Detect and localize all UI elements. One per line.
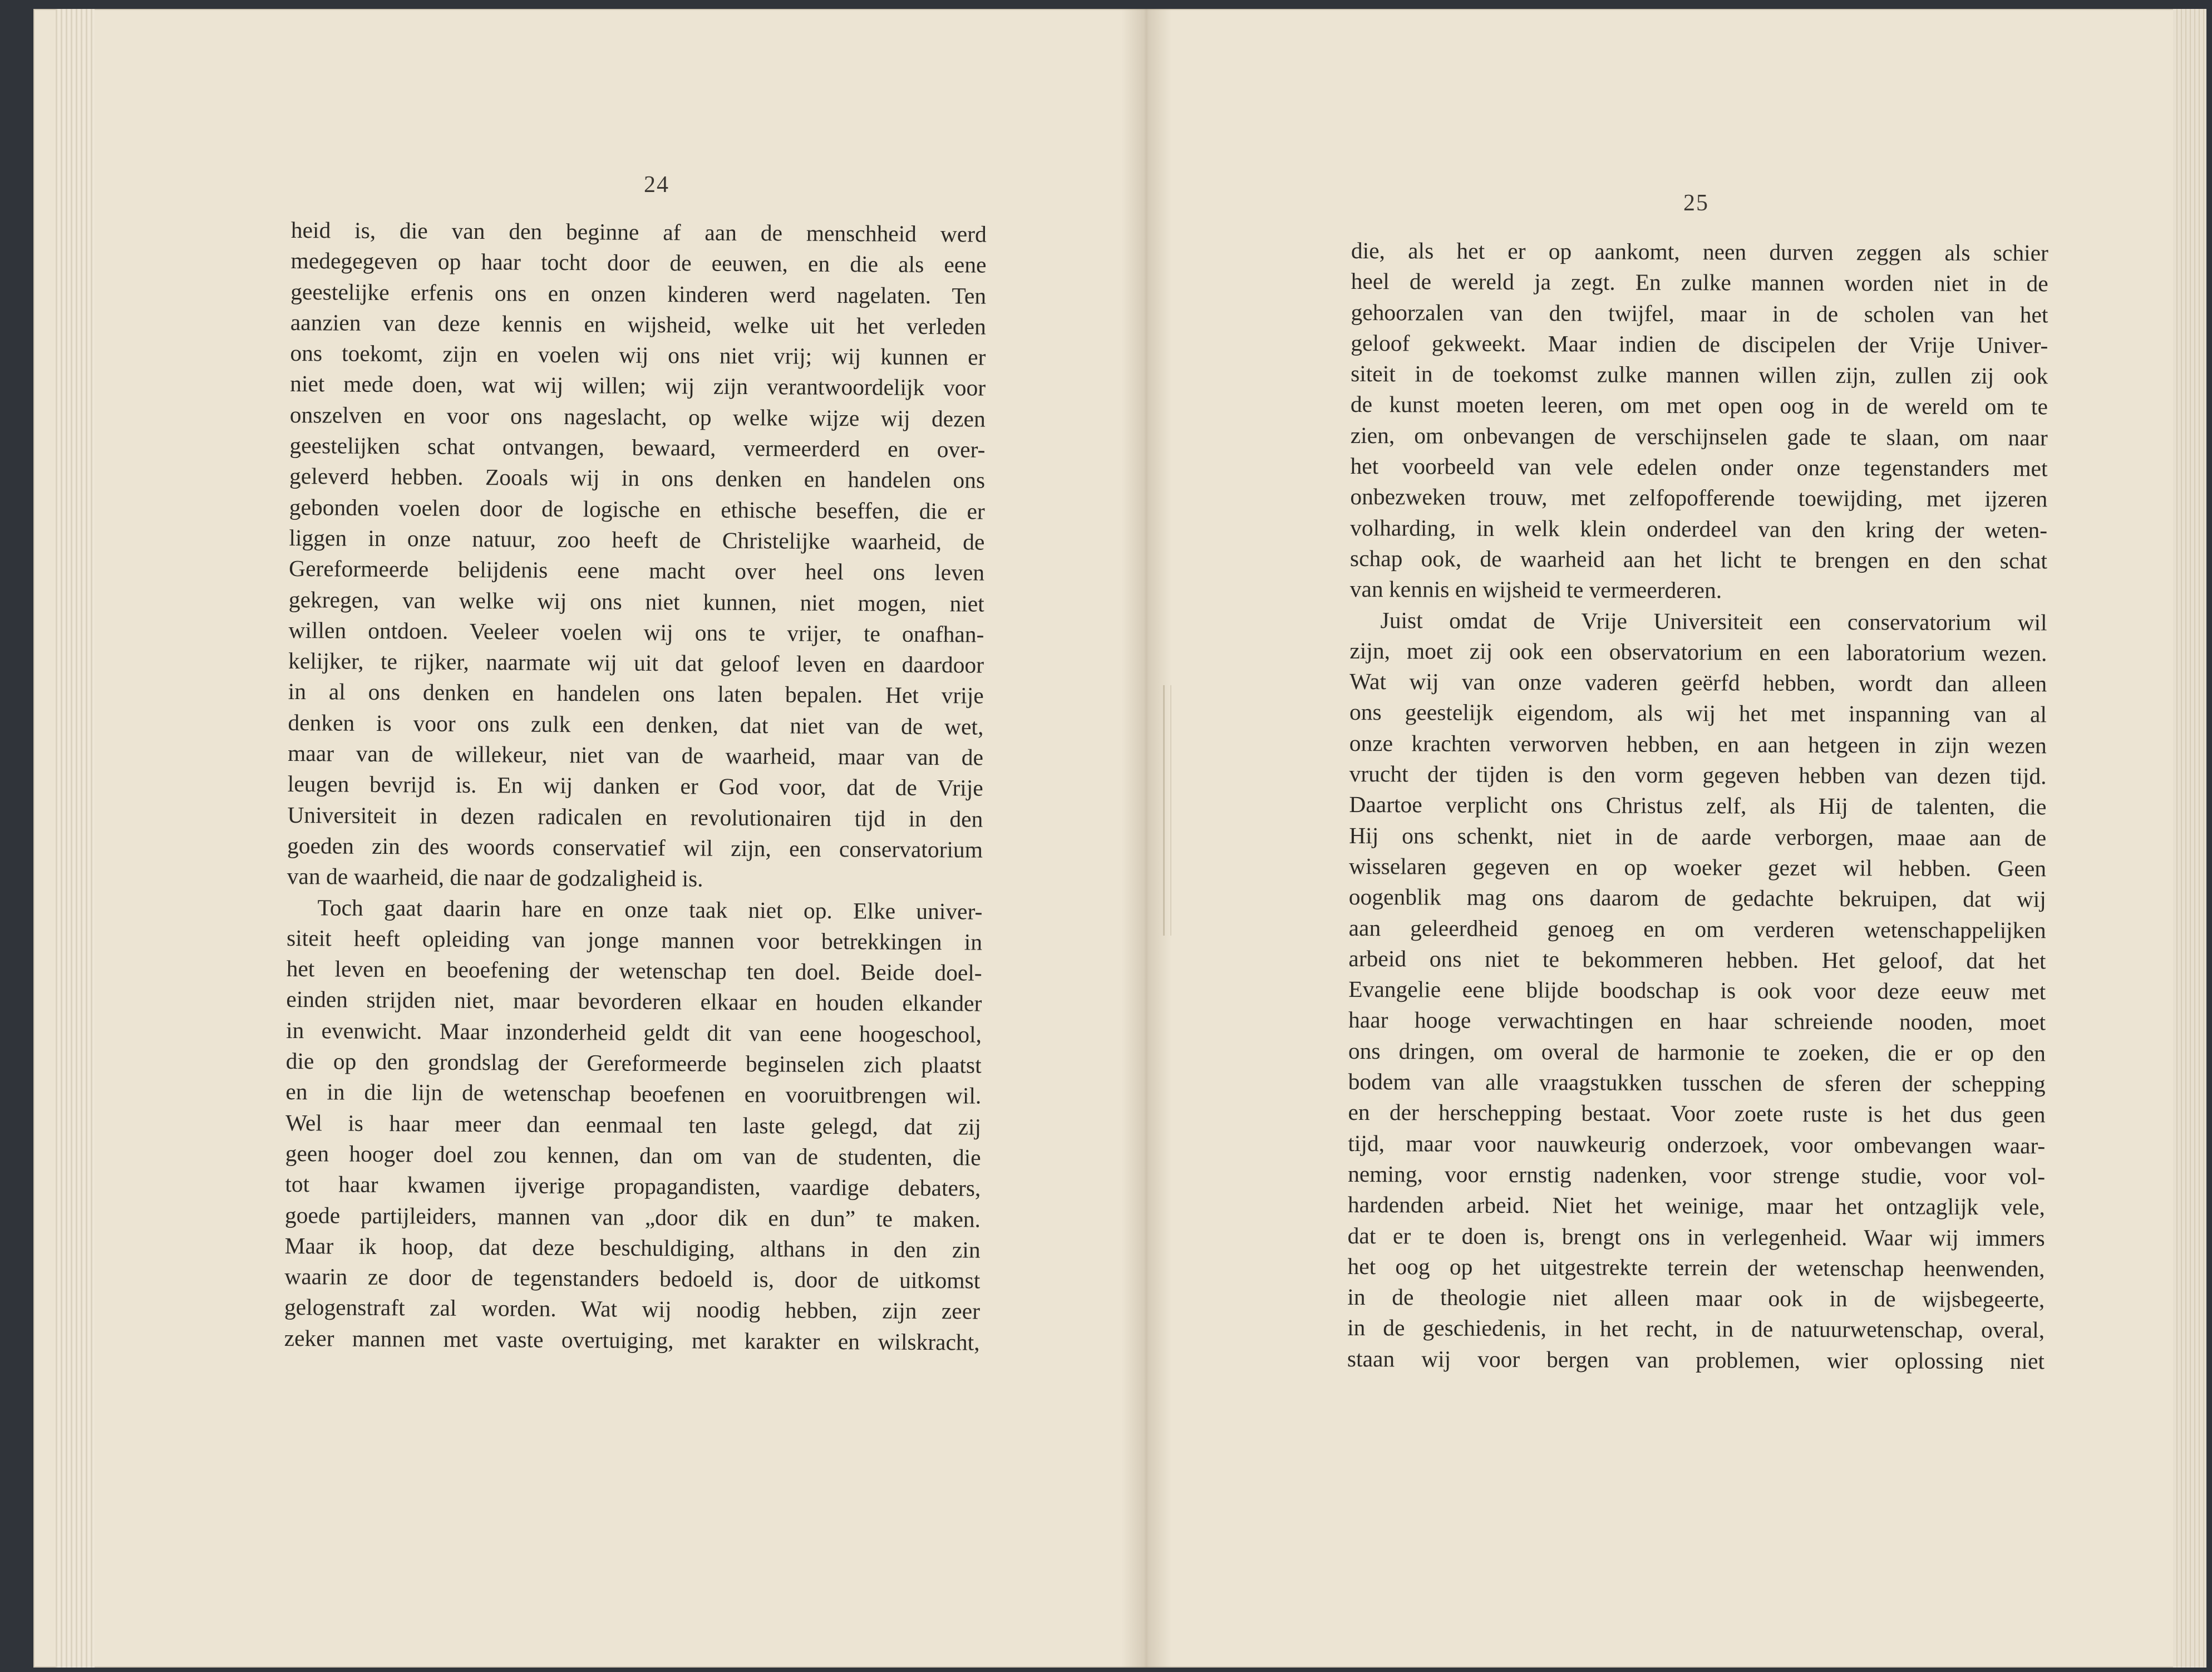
text-line: in de geschiedenis, in het recht, in de natuurwetenschap, overal, (1347, 1315, 2045, 1343)
text-line: Juist omdat de Vrije Universiteit een conservatorium wil (1380, 607, 2047, 635)
left-page (33, 9, 1124, 1668)
text-line: tot haar kwamen ijverige propagandisten, vaardige debaters, (285, 1171, 981, 1201)
text-line: zeker mannen met vaste overtuiging, met karakter en wilskracht, (284, 1325, 980, 1355)
text-line: in evenwicht. Maar inzonderheid geldt dit van eene hoogeschool, (285, 1017, 982, 1048)
text-line: siteit in de toekomst zulke mannen willen zijn, zullen zij ook (1351, 361, 2048, 389)
text-line: tijd, maar voor nauwkeurig onderzoek, voor ombevangen waar- (1348, 1130, 2046, 1158)
text-line: zien, om onbevangen de verschijnselen gade te slaan, om naar (1350, 422, 2048, 451)
text-line: dat er te doen is, brengt ons in verlegenheid. Waar wij immers (1347, 1222, 2045, 1251)
text-line: het voorbeeld van vele edelen onder onze tegenstanders met (1350, 453, 2048, 481)
text-line: schap ook, de waarheid aan het licht te brengen en den schat (1349, 545, 2048, 574)
text-line: Gereformeerde belijdenis eene macht over heel ons leven (288, 555, 985, 586)
text-line: geestelijke erfenis ons en onzen kinderen werd nagelaten. Ten (290, 278, 987, 309)
text-line: gebonden voelen door de logische en ethische beseffen, die er (289, 494, 985, 524)
text-line: niet mede doen, wat wij willen; wij zijn verantwoordelijk voor (290, 371, 986, 401)
text-line: kelijker, te rijker, naarmate wij uit dat geloof leven en daardoor (288, 648, 984, 678)
page-number-right: 25 (1683, 190, 1709, 216)
book-spread (33, 9, 2206, 1668)
text-line: geen hooger doel zou kennen, dan om van de studenten, die (285, 1140, 981, 1171)
text-line: in de theologie niet alleen maar ook in de wijsbegeerte, (1347, 1284, 2045, 1312)
text-line: Wat wij van onze vaderen geërfd hebben, wordt dan alleen (1349, 668, 2047, 697)
right-page (1169, 9, 2206, 1668)
text-line: staan wij voor bergen van problemen, wier oplossing niet (1347, 1345, 2045, 1374)
text-line: onze krachten verworven hebben, en aan hetgeen in zijn wezen (1349, 730, 2047, 759)
text-line: het leven en beoefening der wetenschap ten doel. Beide doel- (286, 956, 982, 986)
text-line: goede partijleiders, mannen van „door dik en dun” te maken. (284, 1202, 981, 1232)
text-line: in al ons denken en handelen ons laten bepalen. Het vrije (288, 678, 984, 709)
text-line: heid is, die van den beginne af aan de menschheid werd (290, 217, 987, 247)
text-line: die op den grondslag der Gereformeerde beginselen zich plaatst (285, 1048, 982, 1078)
text-line: Evangelie eene blijde boodschap is ook voor deze eeuw met (1348, 976, 2046, 1005)
text-line: Daartoe verplicht ons Christus zelf, als Hij de talenten, die (1349, 791, 2047, 820)
text-line: Hij ons schenkt, niet in de aarde verborgen, maae aan de (1349, 822, 2047, 851)
text-line: aan geleerdheid genoeg en om verderen wetenschappelijken (1348, 914, 2046, 943)
page-number-left: 24 (644, 172, 669, 198)
text-line: en in die lijn de wetenschap beoefenen en vooruitbrengen wil. (285, 1079, 982, 1109)
text-line: ons geestelijk eigendom, als wij het met inspanning van al (1349, 699, 2047, 727)
text-line: ons dringen, om overal de harmonie te zoeken, die er op den (1348, 1037, 2046, 1066)
text-line: Wel is haar meer dan eenmaal ten laste gelegd, dat zij (285, 1109, 982, 1140)
text-line: het oog op het uitgestrekte terrein der wetenschap heenwenden, (1347, 1253, 2045, 1282)
text-line: volharding, in welk klein onderdeel van den kring der weten- (1350, 514, 2048, 543)
text-line: heel de wereld ja zegt. En zulke mannen worden niet in de (1351, 268, 2048, 297)
text-line: hardenden arbeid. Niet het weinige, maar het ontzaglijk vele, (1347, 1192, 2045, 1220)
text-line: haar hooge verwachtingen en haar schreiende nooden, moet (1348, 1007, 2046, 1035)
text-line: gehoorzalen van den twijfel, maar in de scholen van het (1351, 299, 2048, 327)
text-line: vrucht der tijden is den vorm gegeven hebben van dezen tijd. (1349, 761, 2047, 789)
text-line: geestelijken schat ontvangen, bewaard, vermeerderd en over- (289, 432, 986, 463)
text-line: wisselaren gegeven en op woeker gezet wil hebben. Geen (1348, 853, 2047, 882)
text-line: van de waarheid, die naar de godzaligheid is. (287, 863, 703, 892)
text-line: einden strijden niet, maar bevorderen elkaar en houden elkander (286, 986, 982, 1017)
text-line: arbeid ons niet te bekommeren hebben. Het geloof, dat het (1348, 945, 2046, 974)
text-line: bodem van alle vraagstukken tusschen de sferen der schepping (1348, 1069, 2046, 1097)
text-line: willen ontdoen. Veeleer voelen wij ons te vrijer, te onafhan- (288, 617, 984, 647)
text-line: goeden zin des woords conservatief wil zijn, een conservatorium (287, 832, 983, 863)
text-line: Universiteit in dezen radicalen en revolutionairen tijd in den (287, 801, 983, 832)
text-line: oogenblik mag ons daarom de gedachte bekruipen, dat wij (1348, 884, 2046, 912)
text-line: siteit heeft opleiding van jonge mannen voor betrekkingen in (286, 924, 983, 955)
text-line: van kennis en wijsheid te vermeerderen. (1349, 576, 1722, 603)
left-page-text (284, 215, 987, 1358)
text-line: neming, voor ernstig nadenken, voor strenge studie, voor vol- (1348, 1160, 2046, 1189)
text-line: medegegeven op haar tocht door de eeuwen, en die als eene (290, 248, 987, 278)
text-line: denken is voor ons zulk een denken, dat niet van de wet, (288, 709, 984, 740)
text-line: maar van de willekeur, niet van de waarheid, maar van de (287, 740, 984, 770)
text-line: geloof gekweekt. Maar indien de discipelen der Vrije Univer- (1351, 330, 2048, 358)
text-line: gelogenstraft zal worden. Wat wij noodig hebben, zijn zeer (284, 1294, 981, 1324)
text-line: onszelven en voor ons nageslacht, op welke wijze wij dezen (289, 401, 986, 432)
text-line: zijn, moet zij ook een observatorium en een laboratorium wezen. (1349, 637, 2047, 666)
text-line: de kunst moeten leeren, om met open oog in de wereld om te (1350, 391, 2048, 420)
text-line: waarin ze door de tegenstanders bedoeld is, door de uitkomst (284, 1263, 981, 1294)
text-line: Maar ik hoop, dat deze beschuldiging, althans in den zin (284, 1232, 981, 1263)
right-page-text (1347, 235, 2048, 1376)
text-line: gekregen, van welke wij ons niet kunnen, niet mogen, niet (288, 586, 984, 617)
text-line: Toch gaat daarin hare en onze taak niet op. Elke univer- (317, 894, 983, 924)
text-line: ons toekomt, zijn en voelen wij ons niet vrij; wij kunnen er (290, 340, 986, 370)
text-line: geleverd hebben. Zooals wij in ons denken en handelen ons (289, 463, 986, 494)
text-line: leugen bevrijd is. En wij danken er God voor, dat de Vrije (287, 771, 983, 801)
text-line: onbezweken trouw, met zelfopofferende toewijding, met ijzeren (1350, 484, 2048, 512)
text-line: aanzien van deze kennis en wijsheid, welke uit het verleden (290, 309, 986, 340)
text-line: en der herschepping bestaat. Voor zoete ruste is het dus geen (1348, 1099, 2046, 1128)
text-line: liggen in onze natuur, zoo heeft de Christelijke waarheid, de (289, 524, 985, 555)
text-line: die, als het er op aankomt, neen durven zeggen als schier (1351, 237, 2048, 266)
